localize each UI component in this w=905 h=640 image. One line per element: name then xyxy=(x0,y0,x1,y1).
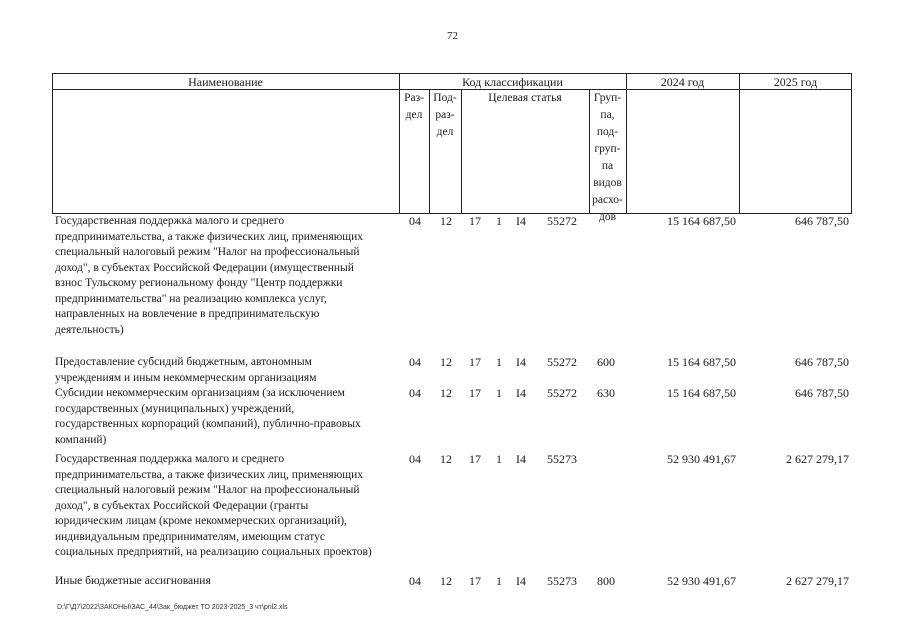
header-target-article: Целевая статья xyxy=(488,92,562,104)
row-amount-2025: 2 627 279,17 xyxy=(786,574,849,588)
row-razdel: 04 xyxy=(409,214,421,228)
col-divider-code xyxy=(626,73,627,214)
row-amount-2025: 2 627 279,17 xyxy=(786,452,849,466)
row-podrazdel: 12 xyxy=(440,214,452,228)
row-target-direction: 55272 xyxy=(547,386,577,400)
row-target-subprogram: 1 xyxy=(496,214,502,228)
row-podrazdel: 12 xyxy=(440,574,452,588)
row-target-program: 17 xyxy=(469,452,481,466)
row-amount-2024: 52 930 491,67 xyxy=(667,452,736,466)
row-group: 800 xyxy=(597,574,615,588)
row-amount-2024: 15 164 687,50 xyxy=(667,355,736,369)
row-target-subprogram: 1 xyxy=(496,386,502,400)
row-name: Иные бюджетные ассигнования xyxy=(55,575,211,587)
col-divider-2024 xyxy=(739,73,740,214)
row-target-program: 17 xyxy=(469,214,481,228)
header-group: Груп- па, под- груп- па видов расхо- дов xyxy=(592,92,623,223)
row-target-subprogram: 1 xyxy=(496,574,502,588)
row-target-project: I4 xyxy=(516,452,526,466)
row-podrazdel: 12 xyxy=(440,355,452,369)
row-amount-2024: 15 164 687,50 xyxy=(667,386,736,400)
file-path-footer: D:\Г\Д7\2022\ЗАКОНЫ\ЗАС_44\Зак_бюджет ТО 2023-2025_3 чт\pril2.xls xyxy=(57,604,288,611)
row-target-direction: 55272 xyxy=(547,355,577,369)
header-podrazdel: Под- раз- дел xyxy=(433,92,457,138)
row-name: Государственная поддержка малого и среднего предпринимательства, а также физических лиц, применяющих специальный налоговый режим "Налог на профессиональный доход", в субъектах Российской Федерации (имущественный взнос Тульскому региональному фонду "Центр поддержки предпринимательства" на реализацию комплекса услуг, направленных на вовлечение в предпринимательскую деятельность) xyxy=(55,215,364,336)
header-name: Наименование xyxy=(188,75,263,89)
row-amount-2025: 646 787,50 xyxy=(795,214,849,228)
row-target-subprogram: 1 xyxy=(496,355,502,369)
row-razdel: 04 xyxy=(409,355,421,369)
row-target-direction: 55272 xyxy=(547,214,577,228)
col-divider-podrazdel xyxy=(461,89,462,214)
row-amount-2025: 646 787,50 xyxy=(795,386,849,400)
row-target-direction: 55273 xyxy=(547,574,577,588)
row-target-program: 17 xyxy=(469,355,481,369)
row-target-project: I4 xyxy=(516,386,526,400)
row-target-project: I4 xyxy=(516,574,526,588)
row-amount-2024: 15 164 687,50 xyxy=(667,214,736,228)
row-group: 630 xyxy=(597,386,615,400)
row-amount-2024: 52 930 491,67 xyxy=(667,574,736,588)
row-name: Субсидии некоммерческим организациям (за исключением государственных (муниципальных) учреждений, государственных корпораций (компаний), публично-правовых компаний) xyxy=(55,387,361,446)
header-year-2025: 2025 год xyxy=(773,75,818,89)
row-name: Государственная поддержка малого и среднего предпринимательства, а также физических лиц, применяющих специальный налоговый режим "Налог на профессиональный доход", в субъектах Российской Федерации (гранты юридическим лицам (кроме некоммерческих организаций), индивидуальным предпринимателям, имеющим статус социальных предприятий, на реализацию социальных проектов) xyxy=(55,453,372,558)
row-name: Предоставление субсидий бюджетным, автономным учреждениям и иным некоммерческим организациям xyxy=(55,356,317,384)
row-target-subprogram: 1 xyxy=(496,452,502,466)
row-group: 600 xyxy=(597,355,615,369)
row-target-program: 17 xyxy=(469,574,481,588)
row-podrazdel: 12 xyxy=(440,386,452,400)
row-target-direction: 55273 xyxy=(547,452,577,466)
row-razdel: 04 xyxy=(409,452,421,466)
row-razdel: 04 xyxy=(409,386,421,400)
row-target-project: I4 xyxy=(516,214,526,228)
row-razdel: 04 xyxy=(409,574,421,588)
row-target-program: 17 xyxy=(469,386,481,400)
header-code-group: Код классификации xyxy=(462,75,563,89)
page-number: 72 xyxy=(447,30,458,42)
header-year-2024: 2024 год xyxy=(660,75,705,89)
header-razdel: Раз- дел xyxy=(404,92,424,121)
row-podrazdel: 12 xyxy=(440,452,452,466)
row-target-project: I4 xyxy=(516,355,526,369)
row-amount-2025: 646 787,50 xyxy=(795,355,849,369)
